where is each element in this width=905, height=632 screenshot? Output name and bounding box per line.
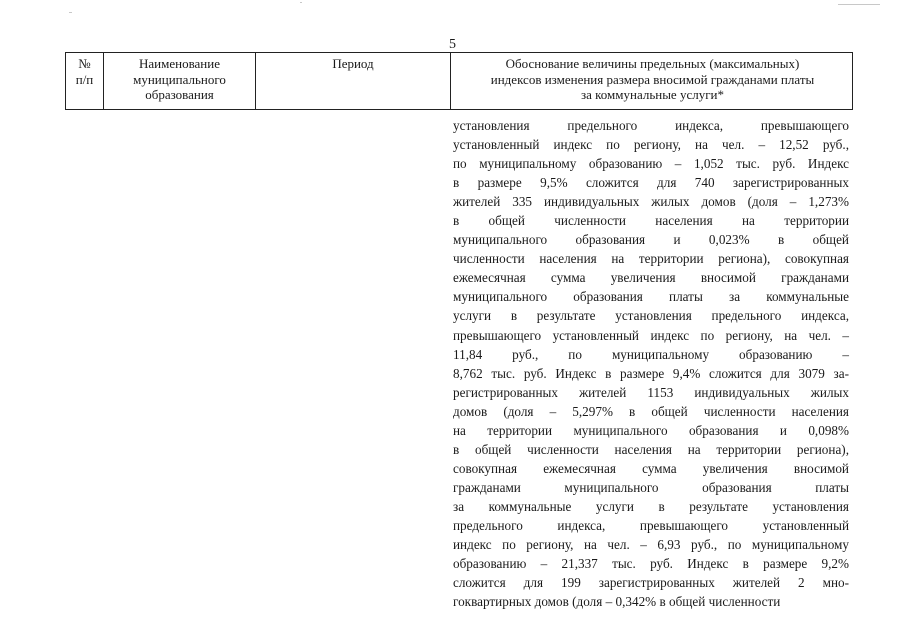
- text-line: на территории муниципального образования и 0,098%: [453, 422, 849, 438]
- text-line: домов (доля – 5,297% в общей численности населения: [453, 403, 849, 419]
- header-col-period: [256, 53, 451, 109]
- text-line: установленный индекс по региону, на чел. – 12,52 руб.,: [453, 137, 849, 153]
- header-col-name: [104, 53, 256, 109]
- text-line: ежемесячная сумма увеличения вносимой гражданами: [453, 270, 849, 286]
- text-line: превышающего установленный индекс по региону, на чел. –: [453, 327, 849, 343]
- text-line: муниципального образования платы за коммунальные: [453, 289, 849, 305]
- text-line: гоквартирных домов (доля – 0,342% в общей численности: [453, 594, 781, 610]
- scan-artifact: [838, 4, 880, 5]
- justification-text: [453, 116, 849, 611]
- text-line: в общей численности населения на территории: [453, 213, 849, 229]
- text-line: установления предельного индекса, превышающего: [453, 118, 849, 133]
- page-number: 5: [449, 37, 456, 52]
- header-col-justification-line: Обоснование величины предельных (максимальных): [505, 56, 800, 71]
- text-line: за коммунальные услуги в результате установления: [453, 498, 849, 514]
- text-line: совокупная ежемесячная сумма увеличения вносимой: [453, 460, 849, 476]
- header-col-number-line: п/п: [75, 71, 94, 87]
- text-line: муниципального образования и 0,023% в общей: [453, 232, 849, 248]
- text-line: услуги в результате установления предельного индекса,: [453, 308, 849, 324]
- header-col-name-line: Наименование: [139, 56, 220, 71]
- text-line: 8,762 тыс. руб. Индекс в размере 9,4% сложится для 3079 за-: [453, 365, 849, 381]
- text-line: в размере 9,5% сложится для 740 зарегистрированных: [453, 175, 849, 191]
- header-col-justification: [451, 53, 854, 109]
- text-line: жителей 335 индивидуальных жилых домов (доля – 1,273%: [453, 194, 849, 210]
- header-col-period-line: Период: [332, 56, 374, 71]
- header-col-name-line: образования: [145, 87, 214, 102]
- header-col-justification-line: индексов изменения размера вносимой гражданами платы: [490, 71, 815, 87]
- text-line: регистрированных жителей 1153 индивидуальных жилых: [453, 384, 849, 400]
- header-col-number: [66, 53, 104, 109]
- table-header: [65, 52, 853, 110]
- header-col-name-line: муниципального: [133, 71, 226, 87]
- header-col-number-line: №: [78, 56, 91, 71]
- text-line: в общей численности населения на территории региона),: [453, 441, 849, 457]
- text-line: образованию – 21,337 тыс. руб. Индекс в размере 9,2%: [453, 556, 849, 572]
- header-col-justification-line: за коммунальные услуги*: [580, 87, 725, 102]
- text-line: гражданами муниципального образования платы: [453, 479, 849, 495]
- text-line: по муниципальному образованию – 1,052 тыс. руб. Индекс: [453, 156, 849, 172]
- text-line: сложится для 199 зарегистрированных жителей 2 мно-: [453, 575, 849, 591]
- scan-artifact: [69, 12, 72, 13]
- scan-artifact: [300, 2, 302, 3]
- text-line: индекс по региону, на чел. – 6,93 руб., по муниципальному: [453, 537, 849, 553]
- text-line: численности населения на территории региона), совокупная: [453, 251, 849, 267]
- text-line: 11,84 руб., по муниципальному образованию –: [453, 346, 849, 362]
- text-line: предельного индекса, превышающего установленный: [453, 517, 849, 533]
